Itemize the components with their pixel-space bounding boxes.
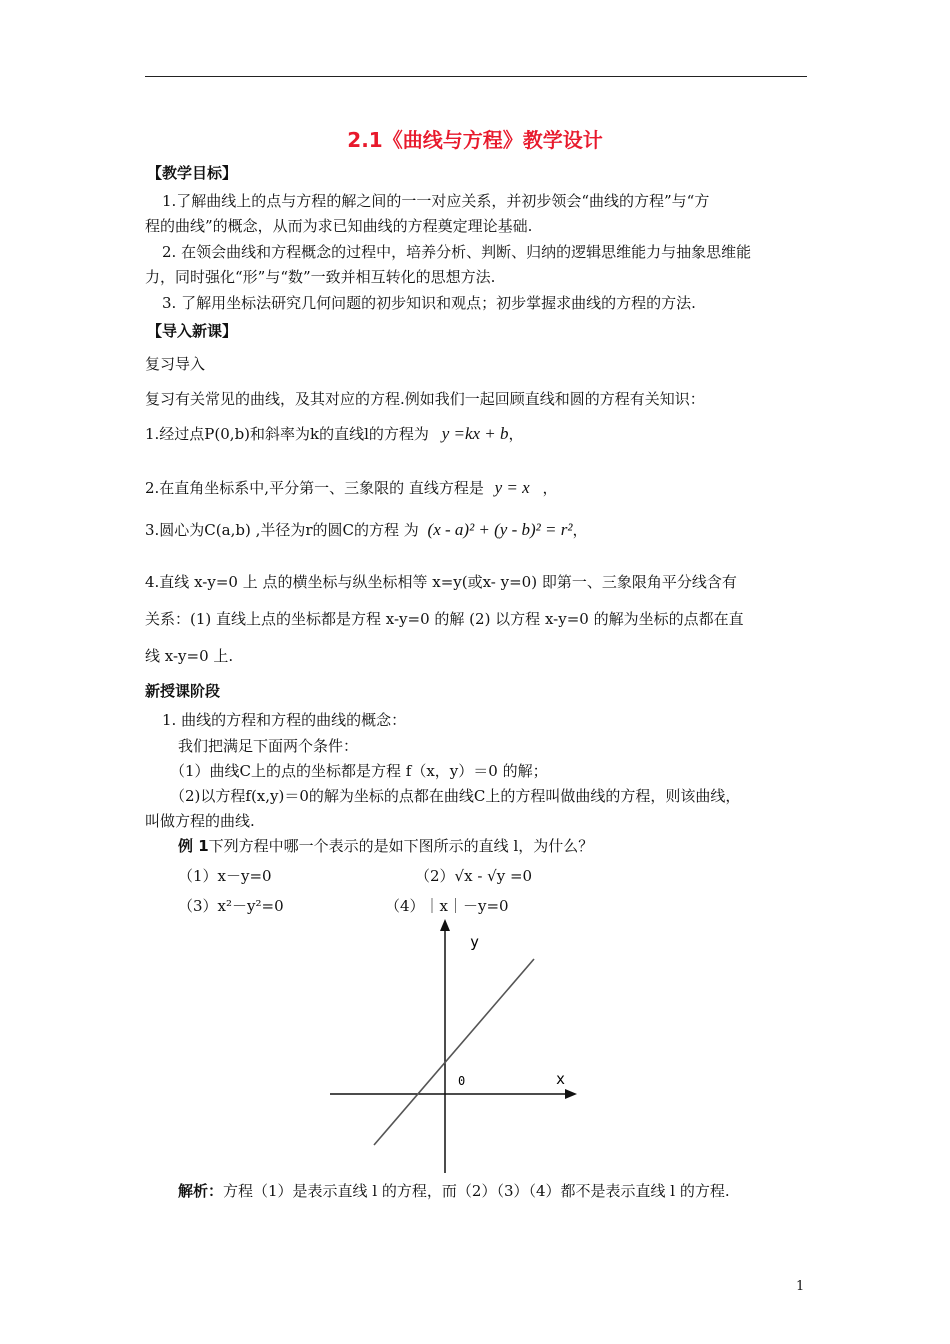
x-axis-label: x [556,1070,566,1088]
item-4-line-1: 4.直线 x-y=0 上 点的横坐标与纵坐标相等 x=y(或x- y=0) 即第一、三象限角平分线含有 [145,573,737,591]
goal-3: 3. 了解用坐标法研究几何问题的初步知识和观点；初步掌握求曲线的方程的方法. [162,294,696,312]
item-1-tail: ， [508,425,524,443]
item-2 [145,478,558,498]
item-2-formula: y = x [494,478,530,497]
example-label: 例 1 [178,837,209,855]
page-number: 1 [796,1279,805,1294]
review-text: 复习有关常见的曲线，及其对应的方程.例如我们一起回顾直线和圆的方程有关知识： [145,390,705,408]
goal-1-line-1: 1.了解曲线上的点与方程的解之间的一一对应关系，并初步领会“曲线的方程”与“方 [162,192,710,210]
header-rule [145,76,807,77]
item-4-line-3: 线 x-y=0 上. [145,647,234,665]
y-axis-label: y [470,933,480,951]
goal-2-line-2: 力，同时强化“形”与“数”一致并相互转化的思想方法. [145,268,496,286]
analysis-label: 解析： [178,1182,224,1200]
item-3 [145,520,587,540]
option-1: （1）x－y=0 [178,867,272,885]
line-figure [320,915,590,1180]
analysis [178,1181,730,1201]
concept-heading: 1. 曲线的方程和方程的曲线的概念： [162,711,407,729]
option-4: （4）｜x｜－y=0 [385,897,509,915]
goals-heading: 【教学目标】 [147,164,238,182]
option-3: （3）x²－y²=0 [178,897,284,915]
x-axis-arrow [565,1089,577,1099]
item-3-text: 3.圆心为C(a,b) ,半径为r的圆C的方程 为 [145,521,419,539]
analysis-text: 方程（1）是表示直线 l 的方程，而（2）（3）（4）都不是表示直线 l 的方程. [223,1182,730,1200]
page-title: 2.1《曲线与方程》教学设计 [347,128,603,152]
condition-2-line-1: （2)以方程f(x,y)＝0的解为坐标的点都在曲线C上的方程叫做曲线的方程，则该曲线， [170,787,741,805]
example-1 [178,836,593,856]
option-2: （2）√x - √y =0 [415,867,533,885]
new-lesson-heading: 新授课阶段 [145,682,221,700]
item-3-formula: (x - a)² + (y - b)² = r² [427,520,573,539]
y-axis-arrow [440,919,450,931]
goal-2-line-1: 2. 在领会曲线和方程概念的过程中，培养分析、判断、归纳的逻辑思维能力与抽象思维能 [162,243,752,261]
item-1-text: 1.经过点P(0,b)和斜率为k的直线l的方程为 [145,425,429,443]
condition-1: （1）曲线C上的点的坐标都是方程 f（x，y）＝0 的解； [170,762,548,780]
review-heading: 复习导入 [145,355,206,373]
item-3-tail: ， [572,521,588,539]
example-text: 下列方程中哪一个表示的是如下图所示的直线 l，为什么？ [208,837,594,855]
origin-label: 0 [458,1074,466,1088]
item-4-line-2: 关系：(1) 直线上点的坐标都是方程 x-y=0 的解 (2) 以方程 x-y=0 的解为坐标的点都在直 [145,610,744,628]
item-1-formula: y =kx + b [441,424,509,443]
conditions-intro: 我们把满足下面两个条件： [178,737,359,755]
item-1 [145,424,524,444]
condition-2-line-2: 叫做方程的曲线. [145,812,255,830]
line-l [374,959,534,1145]
item-2-text: 2.在直角坐标系中,平分第一、三象限的 直线方程是 [145,479,484,497]
item-2-tail: ， [542,479,558,497]
intro-heading: 【导入新课】 [147,322,238,340]
goal-1-line-2: 程的曲线”的概念，从而为求已知曲线的方程奠定理论基础. [145,217,533,235]
